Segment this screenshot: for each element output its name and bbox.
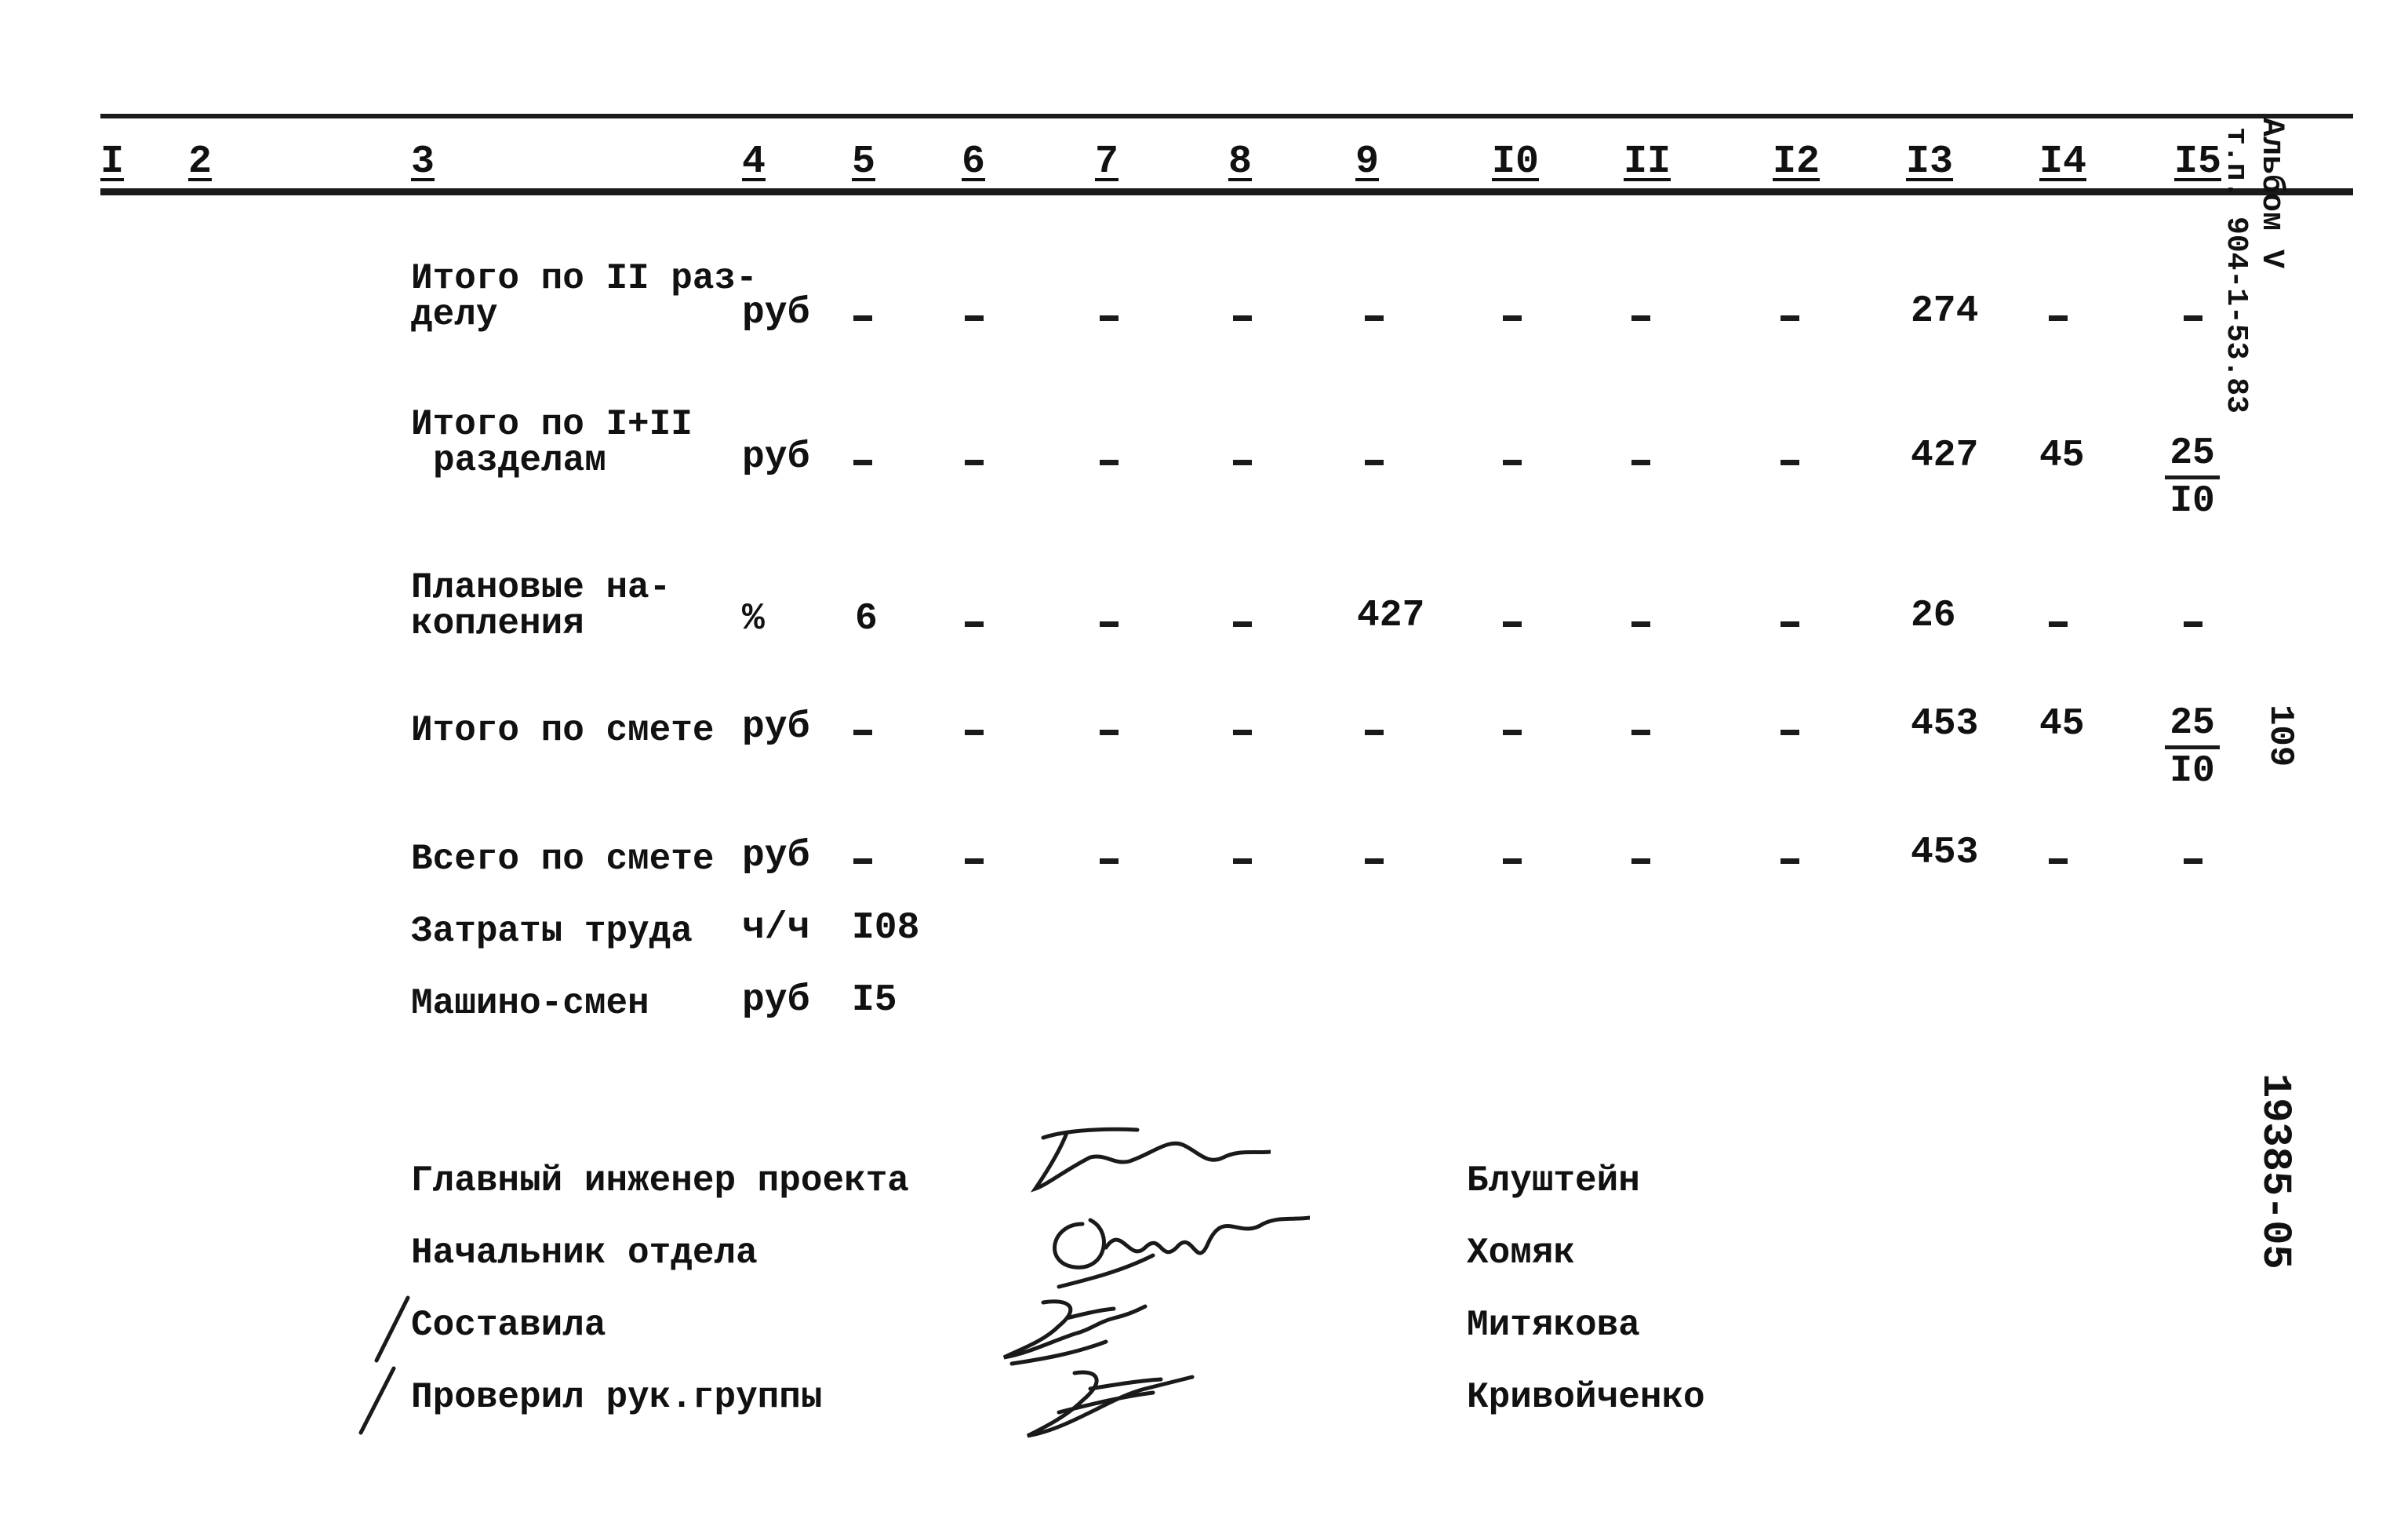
cell-dash bbox=[1100, 460, 1119, 465]
row-label-line1: Плановые на- bbox=[411, 567, 671, 608]
col-header-3: 3 bbox=[411, 140, 435, 184]
cell-dash bbox=[1233, 460, 1252, 465]
fraction-numerator: 25 bbox=[2165, 701, 2220, 749]
row-label: Всего по смете bbox=[411, 839, 715, 880]
signature-name: Блуштейн bbox=[1467, 1160, 1640, 1201]
project-code: т.п. 904-1-53.83 bbox=[2219, 127, 2253, 413]
handwritten-signature bbox=[1012, 1357, 1200, 1444]
cell-dash bbox=[1631, 858, 1650, 864]
row-label-line2: копления bbox=[411, 603, 584, 644]
check-mark-icon bbox=[369, 1295, 416, 1365]
col-header-8: 8 bbox=[1228, 140, 1253, 184]
cell-dash bbox=[1100, 858, 1119, 864]
cell-col9 bbox=[1363, 835, 1386, 877]
col-header-10: I0 bbox=[1492, 140, 1540, 184]
cell-col5: I5 bbox=[852, 979, 897, 1022]
cell-dash bbox=[2184, 315, 2202, 321]
col-header-6: 6 bbox=[962, 140, 986, 184]
cell-col13: 26 bbox=[1911, 595, 1956, 637]
cell-col14 bbox=[2047, 292, 2070, 334]
row-label: Затраты труда bbox=[411, 911, 693, 952]
cell-dash bbox=[1365, 858, 1384, 864]
page-number: 109 bbox=[2261, 705, 2300, 767]
col-header-1: I bbox=[100, 140, 125, 184]
cell-dash bbox=[1365, 730, 1384, 735]
col-header-5: 5 bbox=[852, 140, 876, 184]
row-label-line2: разделам bbox=[433, 440, 606, 481]
cell-dash bbox=[965, 621, 984, 627]
row-unit: % bbox=[742, 598, 765, 640]
cell-col14: 45 bbox=[2039, 703, 2085, 745]
col-header-7: 7 bbox=[1095, 140, 1119, 184]
cell-col13: 274 bbox=[1911, 290, 1979, 333]
cell-dash bbox=[1631, 460, 1650, 465]
cell-dash bbox=[1233, 858, 1252, 864]
col-header-13: I3 bbox=[1906, 140, 1954, 184]
cell-col9 bbox=[1363, 436, 1386, 479]
cell-col5: 6 bbox=[855, 598, 878, 640]
cell-dash bbox=[1503, 858, 1522, 864]
cell-dash bbox=[1631, 730, 1650, 735]
fraction-numerator: 25 bbox=[2165, 432, 2220, 479]
cell-dash bbox=[1100, 621, 1119, 627]
row-label: Итого по смете bbox=[411, 710, 715, 751]
document-number: 19385-05 bbox=[2252, 1073, 2298, 1270]
cell-dash bbox=[853, 460, 872, 465]
cell-col15 bbox=[2182, 598, 2205, 640]
handwritten-signature bbox=[1028, 1193, 1310, 1295]
cell-col13: 453 bbox=[1911, 832, 1979, 874]
cell-col15-fraction bbox=[2165, 432, 2220, 523]
cell-dash bbox=[1365, 315, 1384, 321]
signature-role: Главный инженер проекта bbox=[411, 1160, 909, 1201]
fraction-denominator: I0 bbox=[2170, 750, 2215, 792]
cell-dash bbox=[965, 858, 984, 864]
col-header-4: 4 bbox=[742, 140, 766, 184]
cell-dash bbox=[2184, 858, 2202, 864]
signature-name: Хомяк bbox=[1467, 1233, 1576, 1273]
cell-dash bbox=[2049, 315, 2068, 321]
cell-col5 bbox=[852, 436, 875, 479]
cell-dash bbox=[1781, 315, 1799, 321]
cell-col15-fraction bbox=[2165, 701, 2220, 793]
cell-dash bbox=[1233, 730, 1252, 735]
cell-dash bbox=[1100, 315, 1119, 321]
row-label-line1: Итого по I+II bbox=[411, 404, 693, 445]
cell-dash bbox=[2184, 621, 2202, 627]
cell-dash bbox=[1631, 621, 1650, 627]
fraction-denominator: I0 bbox=[2170, 480, 2215, 523]
col-header-12: I2 bbox=[1773, 140, 1821, 184]
check-mark-icon bbox=[353, 1365, 400, 1436]
cell-dash bbox=[1100, 730, 1119, 735]
cell-dash bbox=[1631, 315, 1650, 321]
cell-dash bbox=[2049, 858, 2068, 864]
signature-role: Начальник отдела bbox=[411, 1233, 758, 1273]
cell-dash bbox=[1503, 730, 1522, 735]
album-label: Альбом V bbox=[2253, 118, 2289, 269]
cell-col5 bbox=[852, 706, 875, 749]
cell-col5 bbox=[852, 292, 875, 334]
row-unit: руб bbox=[742, 292, 810, 334]
cell-dash bbox=[965, 460, 984, 465]
cell-col13: 453 bbox=[1911, 703, 1979, 745]
signature-name: Кривойченко bbox=[1467, 1377, 1705, 1418]
top-rule bbox=[100, 114, 2353, 118]
cell-dash bbox=[853, 858, 872, 864]
signature-role: Составила bbox=[411, 1305, 606, 1346]
cell-dash bbox=[1781, 730, 1799, 735]
cell-dash bbox=[1233, 621, 1252, 627]
cell-dash bbox=[1781, 621, 1799, 627]
row-unit: руб bbox=[742, 436, 810, 479]
row-label-line1: Итого по II раз- bbox=[411, 258, 758, 299]
col-header-11: II bbox=[1624, 140, 1671, 184]
cell-col9 bbox=[1363, 706, 1386, 749]
row-label-line2: делу bbox=[411, 294, 498, 335]
cell-dash bbox=[853, 315, 872, 321]
cell-col9: 427 bbox=[1357, 595, 1425, 637]
row-unit: руб bbox=[742, 706, 810, 749]
col-header-9: 9 bbox=[1355, 140, 1380, 184]
cell-col5 bbox=[852, 835, 875, 877]
cell-col13: 427 bbox=[1911, 435, 1979, 477]
row-label: Машино-смен bbox=[411, 983, 649, 1024]
col-header-15: I5 bbox=[2174, 140, 2222, 184]
cell-col15 bbox=[2182, 835, 2205, 877]
cell-col14 bbox=[2047, 835, 2070, 877]
col-header-2: 2 bbox=[188, 140, 213, 184]
cell-col14: 45 bbox=[2039, 435, 2085, 477]
row-unit: ч/ч bbox=[742, 907, 810, 949]
cell-dash bbox=[1503, 315, 1522, 321]
cell-col5: I08 bbox=[852, 907, 920, 949]
cell-dash bbox=[965, 315, 984, 321]
cell-dash bbox=[1503, 460, 1522, 465]
cell-dash bbox=[1365, 460, 1384, 465]
row-unit: руб bbox=[742, 979, 810, 1022]
row-unit: руб bbox=[742, 835, 810, 877]
header-rule bbox=[100, 188, 2353, 195]
cell-dash bbox=[1781, 460, 1799, 465]
cell-dash bbox=[1233, 315, 1252, 321]
cell-col14 bbox=[2047, 598, 2070, 640]
col-header-14: I4 bbox=[2039, 140, 2087, 184]
cell-dash bbox=[1781, 858, 1799, 864]
cell-dash bbox=[853, 730, 872, 735]
cell-dash bbox=[1503, 621, 1522, 627]
cell-dash bbox=[2049, 621, 2068, 627]
signature-role: Проверил рук.группы bbox=[411, 1377, 823, 1418]
signature-name: Митякова bbox=[1467, 1305, 1640, 1346]
handwritten-signature bbox=[1020, 1122, 1271, 1200]
cell-col9 bbox=[1363, 292, 1386, 334]
cell-dash bbox=[965, 730, 984, 735]
cell-col15 bbox=[2182, 292, 2205, 334]
